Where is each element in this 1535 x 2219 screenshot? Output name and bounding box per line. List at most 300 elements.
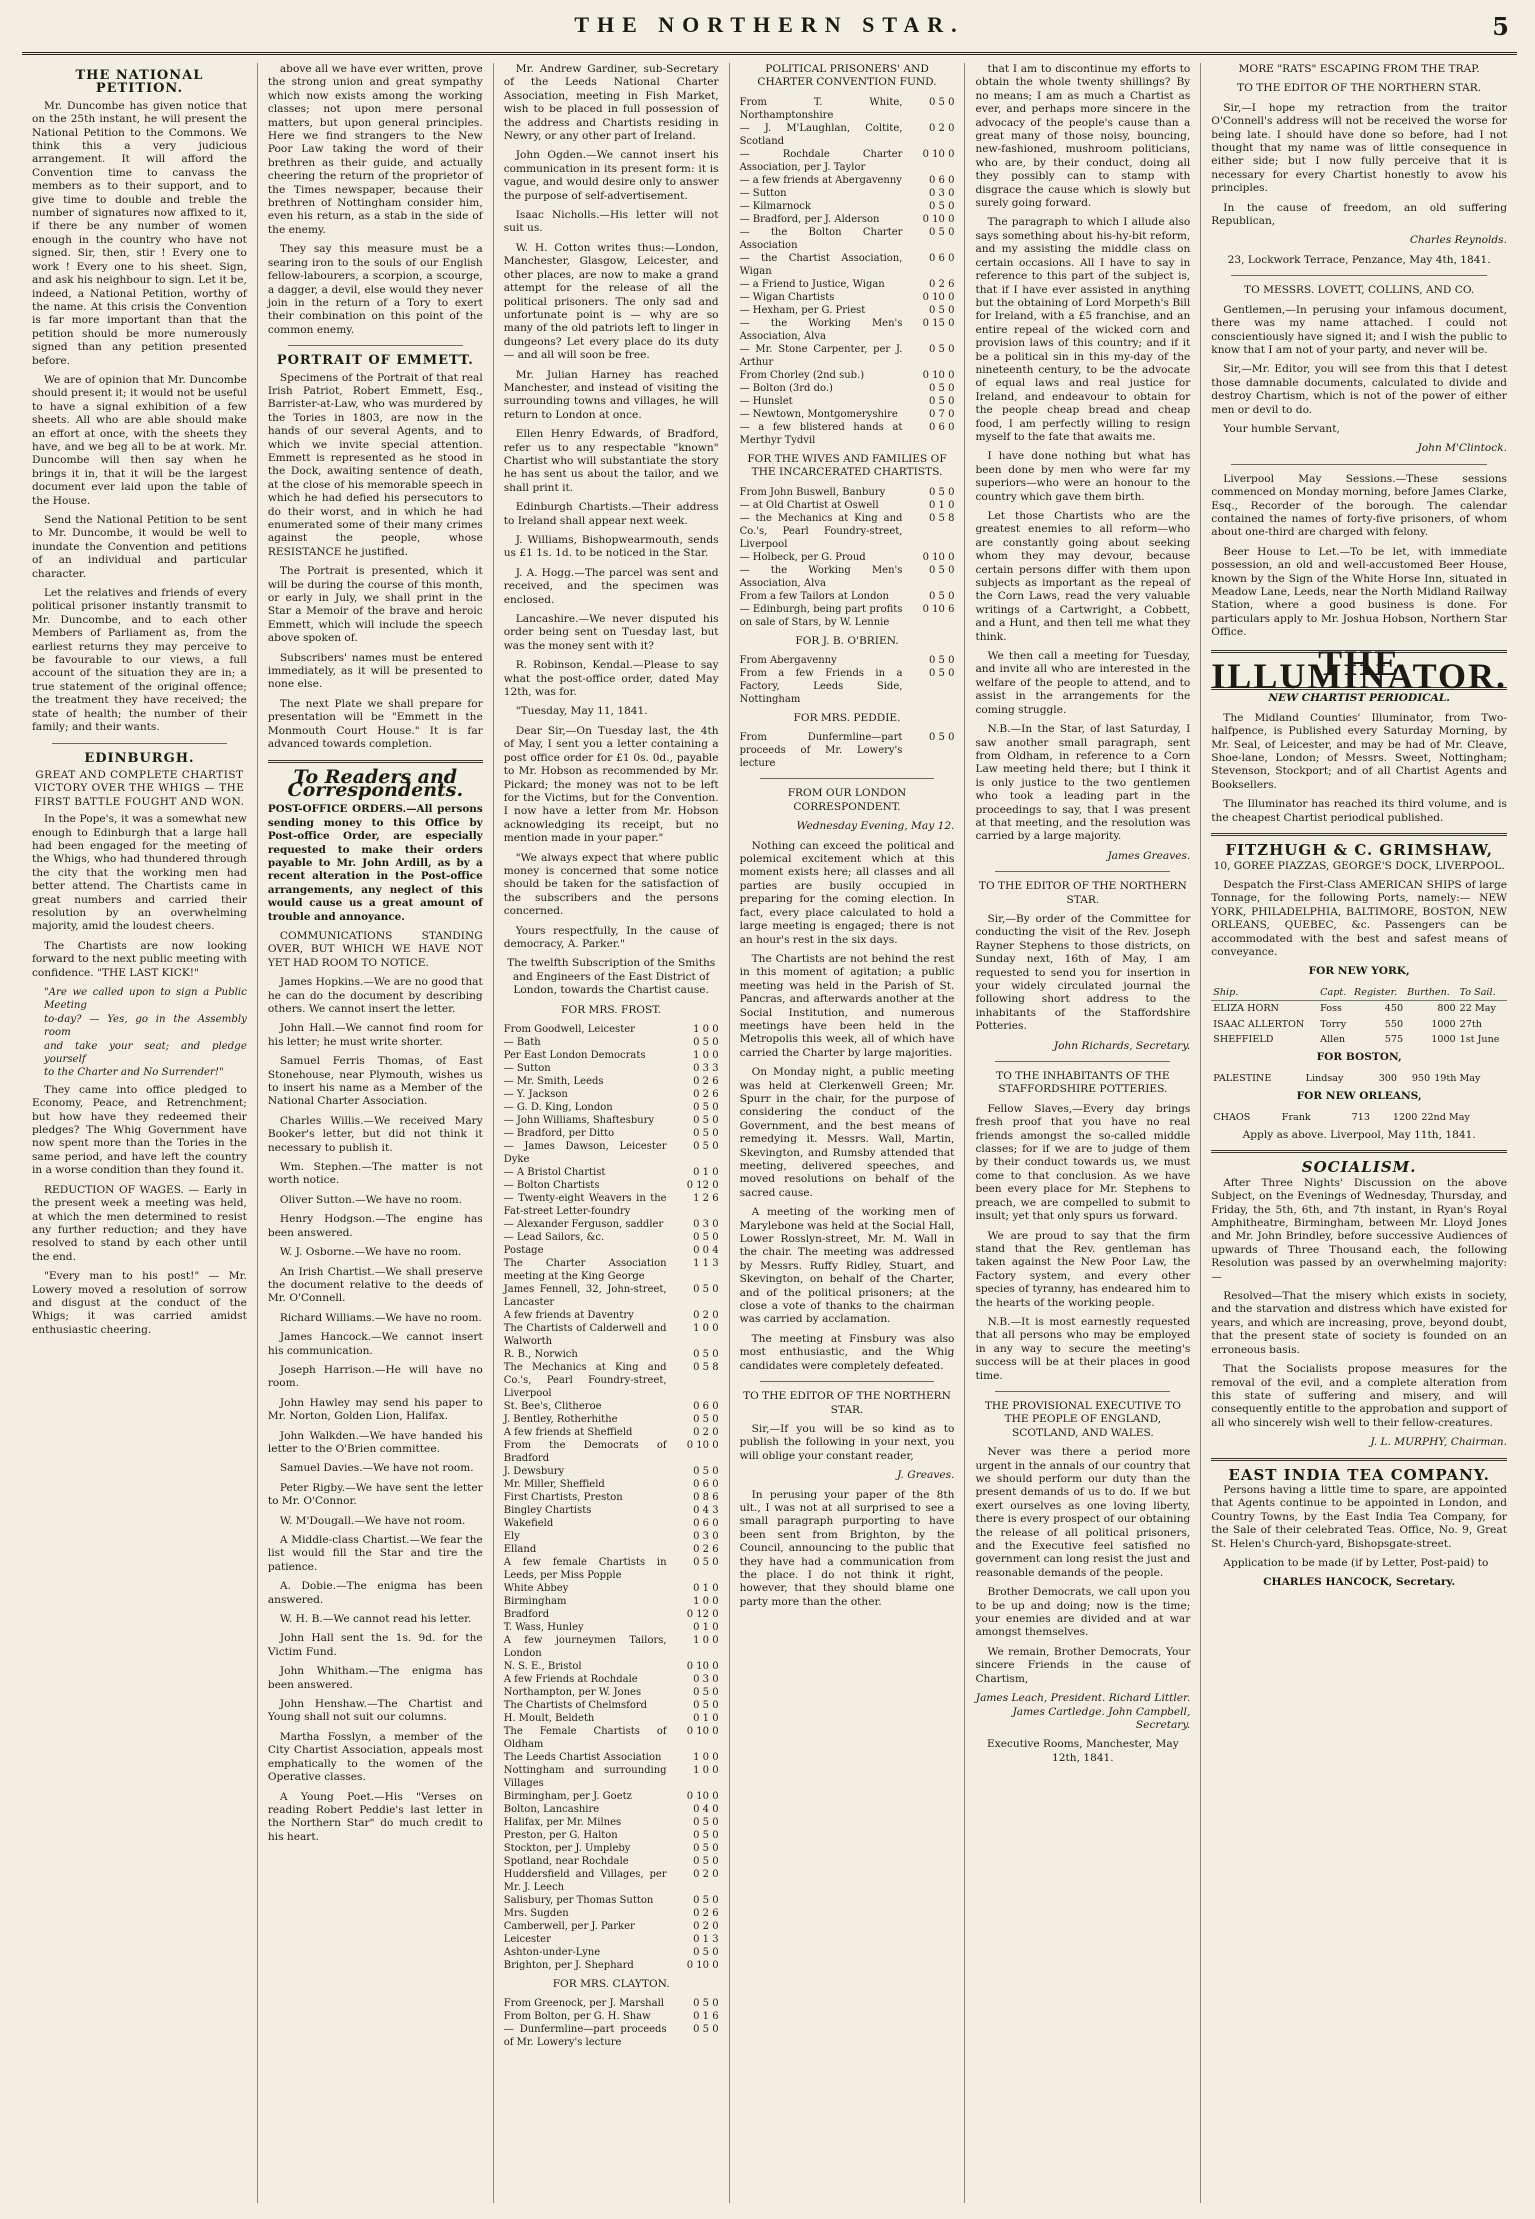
- contributor: — the Working Men's Association, Alva: [739, 564, 903, 589]
- amount: 1 2 6: [693, 1193, 719, 1204]
- amount: 0 6 0: [693, 1518, 719, 1529]
- paragraph: We are of opinion that Mr. Duncombe should present it; it would not be useful to have a signal exhibition of a few sheets. All who are able should make an effort at once, with the sheets they have, and we beg all to be at work. Mr. Duncombe will then say when he brings it in, that it will be the largest document ever laid upon the table of the House.: [32, 373, 247, 507]
- table-row: [504, 1439, 719, 1465]
- paragraph: above all we have ever written, prove the strong union and great sympathy which now exists among the working classes; not upon mere personal matters, but upon general principles. Here we find strangers to the New Poor Law taking the word of their brethren as their guide, and actually cheering the return of the proprietor of the Times newspaper, because their brethren of Nottingham consider him, even his return, as a stab in the side of the enemy.: [267, 63, 483, 236]
- table-row: [504, 1751, 719, 1764]
- contributor: — at Old Chartist at Oswell: [739, 499, 879, 511]
- contributor: From the Democrats of Bradford: [503, 1440, 667, 1464]
- amount: 0 3 0: [693, 1531, 719, 1542]
- table-row: [504, 1764, 719, 1790]
- correspondent-note: Oliver Sutton.—We have no room.: [279, 1193, 462, 1206]
- table-row: [504, 1894, 719, 1907]
- paragraph: The paragraph to which I allude also says something about his-hy-bit reform, and my assisting the middle class on certain occasions. All I have to say in reference to this part of the subject is, that if I have ever assisted in anything but the obtaining of Lord Morpeth's Bill for Ireland, with a £5 franchise, and an entire repeal of the wicked corn and provision laws of this country; and if it be a political sin in this my-day of the nineteenth century, to be the advocate of equal laws and real justice for Ireland, and endeavour to obtain for the people cheap bread and cheap food, I am perfectly willing to resign myself to the fate that awaits me.: [975, 216, 1191, 443]
- paragraph: In the cause of freedom, an old suffering Republican,: [1211, 201, 1507, 228]
- contributor: — Holbeck, per G. Proud: [739, 551, 866, 563]
- ship-column-header: To Sail.: [1458, 985, 1507, 1001]
- amount: 0 5 0: [693, 1830, 719, 1841]
- contributor: — Sutton: [503, 1063, 551, 1074]
- amount: 0 6 0: [928, 252, 955, 264]
- contributor: — Alexander Ferguson, saddler: [503, 1219, 664, 1230]
- amount: 0 5 0: [693, 1115, 719, 1126]
- amount: 0 1 0: [693, 1167, 719, 1178]
- paragraph: The Portrait is presented, which it will be during the course of this month, or early in July, we shall print in the Star a Memoir of the brave and heroic Emmett, which will include the speech above spoken of.: [267, 565, 483, 645]
- table-row: [504, 1257, 719, 1283]
- ship-apply: Apply as above. Liverpool, May 11th, 1841.: [1242, 1129, 1476, 1141]
- london-report: [740, 840, 955, 1373]
- correspondent-note: Wm. Stephen.—The matter is not worth notice.: [267, 1161, 483, 1187]
- table-row: [504, 1322, 719, 1348]
- contributor: — Sutton: [739, 187, 787, 199]
- amount: 0 3 0: [693, 1674, 719, 1685]
- amount: 0 5 0: [928, 200, 955, 212]
- contributor: — the Mechanics at King and Co.'s, Pearl Foundry-street, Liverpool: [739, 512, 903, 550]
- signature: John M'Clintock.: [1417, 442, 1507, 455]
- table-row: [504, 1426, 719, 1439]
- table-row: [740, 174, 955, 187]
- contributor: From Abergavenny: [739, 655, 837, 667]
- signature: J. Greaves.: [897, 1469, 955, 1482]
- table-row: [740, 421, 955, 447]
- contributor: — a few blistered hands at Merthyr Tydvil: [739, 421, 903, 446]
- column-3: [494, 63, 730, 2203]
- table-row: [504, 1621, 719, 1634]
- amount: 0 5 0: [693, 1947, 719, 1958]
- column-1: [22, 63, 258, 2203]
- table-row: [740, 96, 955, 122]
- amount: 0 10 0: [686, 1661, 719, 1672]
- table-row: [504, 1595, 719, 1608]
- table-row: [740, 291, 955, 304]
- table-row: [504, 1543, 719, 1556]
- contributor: J. Dewsbury: [503, 1466, 565, 1477]
- quoted-verse: "Are we called upon to sign a Public Meeting to-day? — Yes, go in the Assembly room and take your seat; and pledge yourself to the Charter and No Surrender!": [44, 987, 247, 1079]
- paragraph: The Chartists are not behind the rest in this moment of agitation; a public meeting was held in the Parish of St. Pancras, and afterwards another at the Social Institution, and numerous meetings have been held in the Metropolis this week, all of which have carried the Charter by large majorities.: [739, 952, 955, 1059]
- contributor: Huddersfield and Villages, per Mr. J. Leech: [503, 1869, 667, 1893]
- contributor: Salisbury, per Thomas Sutton: [503, 1895, 654, 1906]
- table-row: [504, 1400, 719, 1413]
- amount: 0 5 0: [693, 1817, 719, 1828]
- contributor: Halifax, per Mr. Milnes: [503, 1817, 622, 1828]
- table-row: [504, 1478, 719, 1491]
- table-row: [740, 382, 955, 395]
- ship-cell: SHEFFIELD: [1213, 1033, 1274, 1045]
- contributor: — Lead Sailors, &c.: [503, 1232, 605, 1243]
- paragraph: Persons having a little time to spare, are appointed that Agents continue to be appointed in London, and Country Towns, by the East India Tea Company, for the Sale of their celebrated Teas. Office, No. 9, Great St. Helen's Church-yard, Bishopsgate-street.: [1211, 1483, 1507, 1550]
- table-row: [504, 2023, 719, 2049]
- correspondent-note: W. M'Dougall.—We have not room.: [279, 1514, 466, 1527]
- table-row: [504, 1361, 719, 1400]
- contributor: Bolton, Lancashire: [503, 1804, 600, 1815]
- amount: 1 0 0: [693, 1596, 719, 1607]
- correspondent-note: R. Robinson, Kendal.—Please to say what the post-office order, dated May 12th, was for.: [503, 659, 719, 699]
- amount: 0 4 3: [693, 1505, 719, 1516]
- contributor: — the Working Men's Association, Alva: [739, 317, 903, 342]
- amount: 0 2 0: [693, 1427, 719, 1438]
- contributor: — a Friend to Justice, Wigan: [739, 278, 885, 290]
- amount: 0 1 3: [693, 1934, 719, 1945]
- illuminator-subtitle: NEW CHARTIST PERIODICAL.: [1268, 692, 1450, 705]
- executive-heading: THE PROVISIONAL EXECUTIVE TO THE PEOPLE OF ENGLAND, SCOTLAND, AND WALES.: [984, 1399, 1181, 1439]
- contributor: From T. White, Northamptonshire: [739, 96, 903, 121]
- portrait-of-emmett-heading: PORTRAIT OF EMMETT.: [276, 353, 474, 369]
- table-row: [504, 1049, 719, 1062]
- contributor: Postage: [503, 1245, 544, 1256]
- contributor: — Wigan Chartists: [739, 291, 835, 303]
- letter-heading: TO THE EDITOR OF THE NORTHERN STAR.: [978, 880, 1187, 906]
- masthead: [22, 8, 1517, 55]
- table-row: [504, 1946, 719, 1959]
- table-row: [504, 1166, 719, 1179]
- amount: 0 2 6: [693, 1089, 719, 1100]
- amount: 0 15 0: [922, 317, 955, 329]
- table-row: [504, 1686, 719, 1699]
- table-row: [504, 1517, 719, 1530]
- contributor: — Bath: [503, 1037, 541, 1048]
- paragraph: Resolved—That the misery which exists in society, and the starvation and distress which have existed for years, and which are increasing, prove, beyond doubt, that the present state of society is founded on an erroneous basis.: [1211, 1290, 1507, 1356]
- contributor: From a few Tailors at London: [739, 590, 889, 602]
- amount: 0 5 0: [928, 304, 955, 316]
- contributor: Birmingham: [503, 1596, 567, 1607]
- correspondents-heading: To Readers and Correspondents.: [287, 765, 464, 801]
- amount: 0 10 0: [686, 1726, 719, 1737]
- ship-destination: FOR NEW YORK,: [1308, 965, 1410, 978]
- contributor: First Chartists, Preston: [503, 1492, 623, 1503]
- amount: 0 3 0: [693, 1219, 719, 1230]
- shipping-address: 10, GOREE PIAZZAS, GEORGE'S DOCK, LIVERPOOL.: [1213, 859, 1505, 872]
- correspondent-note: Dear Sir,—On Tuesday last, the 4th of May, I sent you a letter containing a post office order for £1 0s. 0d., payable to Mr. Hobson as recommended by Mr. Pickard; the money was not to be left for the Victims, but for the Convention. I now have a letter from Mr. Hobson acknowledging its receipt, but no mention made in your paper.": [503, 724, 719, 845]
- correspondent-note: John Hawley may send his paper to Mr. Norton, Golden Lion, Halifax.: [267, 1396, 483, 1423]
- ship-cell: 450: [1384, 1003, 1404, 1015]
- table-row: [740, 278, 955, 291]
- divider: [52, 743, 227, 744]
- ship-destination: FOR BOSTON,: [1316, 1051, 1402, 1064]
- ship-cell: 19th May: [1434, 1072, 1481, 1084]
- divider: [995, 1061, 1170, 1062]
- table-row: [740, 369, 955, 382]
- column-4: [730, 63, 966, 2203]
- correspondent-note: Edinburgh Chartists.—Their address to Ireland shall appear next week.: [503, 501, 719, 527]
- table-row: [740, 564, 955, 590]
- table-row: [504, 1023, 719, 1036]
- paragraph: We then call a meeting for Tuesday, and invite all who are interested in the welfare of the people to attend, and to assist in the arrangements for the coming struggle.: [975, 650, 1191, 716]
- ship-cell: 575: [1384, 1033, 1404, 1045]
- paragraph: Let those Chartists who are the greatest enemies to all reform—who are constantly going about seeking whom they may devour, because certain persons differ with them upon subjects as important as the repeal of the Corn Laws, read the very valuable writings of a Cartwright, a Cobbett, and a Hunt, and then tell me what they think.: [975, 510, 1191, 643]
- paragraph: Fellow Slaves,—Every day brings fresh proof that you have no real friends amongst the so-called middle classes; for if we are to judge of them by their conduct towards us, we must come to that conclusion. As we have been every place for Mr. Stephens to preach, we are compelled to submit to insult; yet that only spurs us forward.: [975, 1102, 1191, 1223]
- amount: 0 5 0: [693, 1843, 719, 1854]
- divider: [268, 760, 483, 763]
- contributor: — Newtown, Montgomeryshire: [739, 408, 898, 420]
- shipping-firm-title: FITZHUGH & C. GRIMSHAW,: [1225, 841, 1493, 860]
- contributor: A few journeymen Tailors, London: [503, 1635, 667, 1659]
- contributor: R. B., Norwich: [503, 1349, 578, 1360]
- amount: 0 12 0: [686, 1180, 719, 1191]
- contributor: — G. D. King, London: [503, 1102, 613, 1113]
- table-row: [504, 1530, 719, 1543]
- obrien-fund-heading: FOR J. B. O'BRIEN.: [795, 634, 899, 647]
- subscription-table: [740, 486, 955, 629]
- amount: 1 0 0: [693, 1752, 719, 1763]
- ship-cell: 550: [1384, 1018, 1404, 1030]
- table-row: [504, 1244, 719, 1257]
- table-row: [504, 1712, 719, 1725]
- amount: 0 5 0: [928, 655, 955, 667]
- table-row: [504, 1309, 719, 1322]
- signature: Charles Reynolds.: [1409, 234, 1507, 247]
- contributor: St. Bee's, Clitheroe: [503, 1401, 602, 1412]
- socialism-heading: SOCIALISM.: [1301, 1158, 1417, 1177]
- amount: 0 5 0: [928, 382, 955, 394]
- correspondent-note: Henry Hodgson.—The engine has been answered.: [267, 1213, 483, 1239]
- divider: [1211, 1458, 1507, 1461]
- amount: 1 0 0: [693, 1635, 719, 1646]
- table-row: [504, 1907, 719, 1920]
- correspondent-note: W. H. B.—We cannot read his letter.: [279, 1613, 472, 1626]
- amount: 0 2 0: [693, 1869, 719, 1880]
- amount: 0 5 0: [693, 1687, 719, 1698]
- paragraph: Sir,—By order of the Committee for conducting the visit of the Rev. Joseph Rayner Stephens to those districts, on Sunday next, 16th of May, I am requested to send you for insertion in your widely circulated journal the following short address to the inhabitants of the Staffordshire Potteries.: [975, 912, 1191, 1033]
- table-row: [504, 1192, 719, 1218]
- ship-table: [1211, 985, 1507, 1048]
- paragraph: Liverpool May Sessions.—These sessions commenced on Monday morning, before James Clarke, Esq., Recorder of the borough. The calendar contained the names of forty-five prisoners, of whom about one-third are charged with felony.: [1211, 472, 1507, 539]
- amount: 0 5 0: [693, 1102, 719, 1113]
- prisoners-fund-heading: POLITICAL PRISONERS' AND CHARTER CONVENTION FUND.: [757, 63, 937, 89]
- table-row: [504, 1465, 719, 1478]
- contributor: Ely: [503, 1531, 520, 1542]
- amount: 0 5 0: [928, 226, 955, 238]
- paragraph: Mr. Duncombe has given notice that on the 25th instant, he will present the National Petition to the Commons. We think this a very judicious arrangement. It will afford the Convention time to canvass the members as to their support, and to give time to double and treble the number of signatures now affixed to it, if there be any number of women enough in the country who have not signed. Sir, then, stir ! Every one to work ! Every one to his sheet. Sign, and ask his neighbour to sign. Let it be, indeed, a National Petition, worthy of the name. At this crisis the Convention is far more important than that the petition should be more numerously signed than any petition presented before.: [32, 99, 247, 367]
- ship-column-header: Register.: [1352, 985, 1405, 1001]
- ship-row: [1211, 1110, 1507, 1125]
- ship-cell: 800: [1437, 1003, 1456, 1015]
- amount: 0 6 0: [928, 174, 955, 186]
- wives-fund-heading: FOR THE WIVES AND FAMILIES OF THE INCARCERATED CHARTISTS.: [747, 452, 947, 479]
- contributor: Preston, per G. Halton: [503, 1830, 618, 1841]
- ship-cell: 1st June: [1459, 1033, 1500, 1045]
- ship-cell: 27th: [1459, 1018, 1482, 1030]
- table-row: [504, 1920, 719, 1933]
- contributor: J. Bentley, Rotherhithe: [503, 1414, 618, 1425]
- letter-heading: TO THE EDITOR OF THE NORTHERN STAR.: [1237, 82, 1482, 95]
- table-row: [504, 1348, 719, 1361]
- table-row: [740, 486, 955, 499]
- contributor: — Twenty-eight Weavers in the Fat-street Letter-foundry: [503, 1193, 667, 1217]
- ship-cell: CHAOS: [1213, 1111, 1251, 1123]
- contributor: — Bradford, per Ditto: [503, 1128, 615, 1139]
- amount: 0 10 0: [922, 291, 955, 303]
- edinburgh-heading: EDINBURGH.: [84, 750, 195, 766]
- contributor: — A Bristol Chartist: [503, 1167, 606, 1178]
- table-row: [740, 122, 955, 148]
- amount: 0 10 0: [922, 148, 955, 160]
- amount: 0 2 0: [928, 122, 955, 134]
- subscription-table: [504, 1023, 719, 1972]
- amount: 0 5 8: [928, 512, 955, 524]
- fund-title: The twelfth Subscription of the Smiths and Engineers of the East District of London, towards the Chartist cause.: [507, 957, 716, 997]
- correspondent-notes: [268, 930, 483, 1844]
- amount: 0 5 0: [928, 564, 955, 576]
- paragraph: Nothing can exceed the political and polemical excitement which at this moment exists here; all classes and all parties are busily occupied in preparing for the coming election. In fact, every place calculated to hold a large meeting is engaged; there is not an hour's rest in the six days.: [739, 839, 955, 946]
- table-row: [740, 213, 955, 226]
- table-row: [504, 1829, 719, 1842]
- executive-footer: Executive Rooms, Manchester, May 12th, 1841.: [987, 1738, 1179, 1764]
- ship-column-header: Ship.: [1211, 985, 1318, 1001]
- table-row: [740, 667, 955, 706]
- amount: 0 5 0: [693, 1141, 719, 1152]
- contributor: Northampton, per W. Jones: [503, 1687, 642, 1698]
- contributor: James Fennell, 32, John-street, Lancaster: [503, 1284, 667, 1308]
- ship-column-header: Burthen.: [1405, 985, 1458, 1001]
- correspondent-note: Lancashire.—We never disputed his order being sent on Tuesday last, but was the money sent with it?: [503, 613, 719, 652]
- contributor: Mr. Miller, Sheffield: [503, 1479, 605, 1490]
- contributor: — James Dawson, Leicester Dyke: [503, 1141, 667, 1165]
- contributor: The Charter Association meeting at the King George: [503, 1258, 667, 1282]
- contributor: — Edinburgh, being part profits on sale of Stars, by W. Lennie: [739, 603, 903, 628]
- amount: 0 10 0: [922, 369, 955, 381]
- greaves-letter: [975, 63, 1190, 844]
- contributor: Elland: [503, 1544, 537, 1555]
- table-row: [504, 1933, 719, 1946]
- contributor: Spotland, near Rochdale: [503, 1856, 629, 1867]
- amount: 0 5 0: [928, 486, 955, 498]
- signature: J. L. MURPHY, Chairman.: [1370, 1436, 1507, 1449]
- contributor: From Bolton, per G. H. Shaw: [503, 2011, 651, 2023]
- peddie-fund-heading: FOR MRS. PEDDIE.: [793, 712, 901, 725]
- correspondent-note: Charles Willis.—We received Mary Booker's letter, but did not think it necessary to publish it.: [267, 1114, 483, 1154]
- contributor: From Dunfermline—part proceeds of Mr. Lowery's lecture: [739, 732, 903, 770]
- ship-cell: Lindsay: [1305, 1072, 1344, 1084]
- ship-cell: Frank: [1281, 1111, 1311, 1123]
- table-row: [740, 304, 955, 317]
- edinburgh-subheading: GREAT AND COMPLETE CHARTIST VICTORY OVER THE WHIGS — THE FIRST BATTLE FOUGHT AND WON.: [34, 768, 245, 808]
- contributor: Leicester: [503, 1934, 551, 1945]
- fund-heading-frost: FOR MRS. FROST.: [561, 1003, 662, 1016]
- paragraph: Sir,—Mr. Editor, you will see from this that I detest those damnable documents, calculated to divide and destroy Chartism, which is not of the power of either men or devil to do.: [1211, 363, 1507, 416]
- correspondent-note: John Henshaw.—The Chartist and Young shall not suit our columns.: [267, 1698, 483, 1724]
- ship-row: [1211, 1017, 1507, 1032]
- correspondent-note: Richard Williams.—We have no room.: [279, 1311, 482, 1324]
- table-row: [504, 1660, 719, 1673]
- table-row: [504, 1491, 719, 1504]
- contributor: The Chartists of Calderwell and Walworth: [503, 1323, 667, 1347]
- table-row: [740, 551, 955, 564]
- amount: 0 5 0: [693, 1037, 719, 1048]
- ship-cell: 22 May: [1459, 1003, 1496, 1015]
- table-row: [504, 1231, 719, 1244]
- subscription-table: [740, 96, 955, 447]
- ship-table: [1211, 1071, 1507, 1086]
- paragraph: We are proud to say that the firm stand that the Rev. gentleman has taken against the New Poor Law, the Factory system, and every other species of tyranny, has endeared him to the hearts of the working people.: [975, 1229, 1191, 1309]
- table-row: [504, 1582, 719, 1595]
- correspondent-note: Mr. Andrew Gardiner, sub-Secretary of the Leeds National Charter Association, meeting in Fish Market, wish to be placed in full possession of the address and Chartists residing in Newry, or any other part of Ireland.: [503, 63, 719, 143]
- divider: [1211, 833, 1507, 836]
- divider: [995, 871, 1170, 872]
- divider: [1231, 275, 1487, 276]
- correspondent-note: W. H. Cotton writes thus:—London, Manchester, Glasgow, Leicester, and other places, are now to make a grand attempt for the release of all the political prisoners. The only sad and unfortunate point is — why are so many of the old patriots left to linger in dungeons? Let every place do its duty — and all will soon be free.: [503, 241, 719, 362]
- correspondent-note: J. A. Hogg.—The parcel was sent and received, and the specimen was enclosed.: [503, 566, 719, 606]
- ship-cell: 1200: [1392, 1111, 1418, 1123]
- contributor: A few friends at Sheffield: [503, 1427, 633, 1438]
- contributor: A few friends at Daventry: [503, 1310, 634, 1321]
- address: 23, Lockwork Terrace, Penzance, May 4th, 1841.: [1227, 253, 1491, 266]
- amount: 0 2 0: [693, 1921, 719, 1932]
- table-row: [504, 1101, 719, 1114]
- amount: 0 1 0: [693, 1713, 719, 1724]
- paragraph: that I am to discontinue my efforts to obtain the whole twenty shillings? By no means; I am as much a Chartist as ever, and perhaps more sincere in the advocacy of the people's cause than a great many of those noisy, bouncing, new-fashioned, mushroom politicians, who are, by their conduct, doing all they possibly can to stamp with disgrace the cause which is slowly but surely going forward.: [975, 63, 1191, 210]
- ship-row: [1211, 1032, 1507, 1047]
- ship-header-row: [1211, 985, 1507, 1001]
- correspondent-note: A Young Poet.—His "Verses on reading Robert Peddie's last letter in the Northern Star" do much credit to his heart.: [267, 1790, 483, 1843]
- divider: [995, 1391, 1170, 1392]
- contributor: — the Bolton Charter Association: [739, 226, 903, 251]
- ship-cell: 1000: [1431, 1018, 1456, 1030]
- amount: 1 0 0: [693, 1323, 719, 1334]
- contributor: H. Moult, Beldeth: [503, 1713, 595, 1724]
- contributor: N. S. E., Bristol: [503, 1661, 582, 1672]
- correspondent-note: A. Dobie.—The enigma has been answered.: [267, 1580, 483, 1606]
- divider: [288, 345, 463, 346]
- table-row: [504, 1842, 719, 1855]
- paragraph: Brother Democrats, we call upon you to be up and doing; now is the time; your enemies are divided and at war amongst themselves.: [975, 1586, 1191, 1639]
- ship-cell: Foss: [1320, 1003, 1342, 1015]
- column-5: [965, 63, 1201, 2203]
- amount: 0 5 0: [693, 2024, 719, 2036]
- amount: 0 2 6: [693, 1076, 719, 1087]
- paragraph: A meeting of the working men of Marylebone was held at the Social Hall, Lower Rosslyn-street, Mr. M. Wall in the chair. The meeting was addressed by Messrs. Ruffy Ridley, Stuart, and Skevington, on behalf of the Charter, and of the political prisoners; at the close a vote of thanks to the chairman was carried by acclamation.: [739, 1206, 955, 1326]
- table-row: [504, 1179, 719, 1192]
- ship-column-header: Capt.: [1318, 985, 1352, 1001]
- table-row: [504, 1114, 719, 1127]
- table-row: [504, 1790, 719, 1803]
- contributor: — Y. Jackson: [503, 1089, 568, 1100]
- amount: 0 5 0: [693, 1466, 719, 1477]
- amount: 0 5 0: [693, 1700, 719, 1711]
- contributor: From Goodwell, Leicester: [503, 1024, 635, 1035]
- amount: 0 5 0: [693, 1998, 719, 2010]
- table-row: [740, 590, 955, 603]
- lovett-heading: TO MESSRS. LOVETT, COLLINS, AND CO.: [1244, 284, 1475, 297]
- amount: 0 5 0: [693, 1856, 719, 1867]
- amount: 1 1 3: [693, 1258, 719, 1269]
- table-row: [740, 395, 955, 408]
- paragraph: I have done nothing but what has been done by men who were far my superiors—who were an honour to the country which gave them birth.: [975, 450, 1191, 503]
- correspondent-note: Isaac Nicholls.—His letter will not suit us.: [503, 209, 719, 235]
- amount: 1 0 0: [693, 1024, 719, 1035]
- ship-destination: FOR NEW ORLEANS,: [1296, 1090, 1422, 1103]
- amount: 0 2 0: [693, 1310, 719, 1321]
- contributor: — Bolton (3rd do.): [739, 382, 833, 394]
- correspondent-note: Samuel Ferris Thomas, of East Stonehouse, near Plymouth, wishes us to insert his name as a Member of the National Charter Association.: [267, 1055, 483, 1108]
- amount: 0 5 0: [928, 96, 955, 108]
- amount: 0 8 6: [693, 1492, 719, 1503]
- contributor: From Chorley (2nd sub.): [739, 369, 865, 381]
- paragraph: Never was there a period more urgent in the annals of our country that we should perform our duty than the present demands of us to do. If we but exert ourselves as one loving liberty, there is every prospect of our obtaining the release of all political prisoners, and the Executive feel satisfied no government can long resist the just and reasonable demands of the people.: [975, 1446, 1191, 1579]
- correspondent-note: Ellen Henry Edwards, of Bradford, refer us to any respectable "known" Chartist who will substantiate the story he has sent us about the tailor, and we shall print it.: [503, 428, 719, 494]
- correspondent-note: W. J. Osborne.—We have no room.: [279, 1246, 462, 1259]
- table-row: [504, 1075, 719, 1088]
- amount: 0 10 0: [686, 1791, 719, 1802]
- contributor: — J. M'Laughlan, Coltite, Scotland: [739, 122, 903, 147]
- tea-company-heading: EAST INDIA TEA COMPANY.: [1228, 1465, 1490, 1484]
- amount: 0 1 0: [693, 1622, 719, 1633]
- amount: 0 3 0: [928, 187, 955, 199]
- contributor: From Greenock, per J. Marshall: [503, 1998, 664, 2010]
- amount: 0 1 0: [693, 1583, 719, 1594]
- rats-heading: MORE "RATS" ESCAPING FROM THE TRAP.: [1238, 63, 1480, 75]
- contributor: — Bolton Chartists: [503, 1180, 600, 1191]
- subscription-table: [740, 731, 955, 770]
- paragraph: After Three Nights' Discussion on the above Subject, on the Evenings of Wednesday, Thursday, and Friday, the 5th, 6th, and 7th instant, in Ryan's Royal Amphitheatre, Birmingham, between Mr. Lloyd Jones and Mr. John Brindley, before successive Audiences of upwards of Three Thousand each, the following Resolution was passed by an overwhelming majority:—: [1211, 1176, 1507, 1283]
- paragraph: The next Plate we shall prepare for presentation will be "Emmett in the Monmouth Court House." It is far advanced towards completion.: [267, 697, 483, 751]
